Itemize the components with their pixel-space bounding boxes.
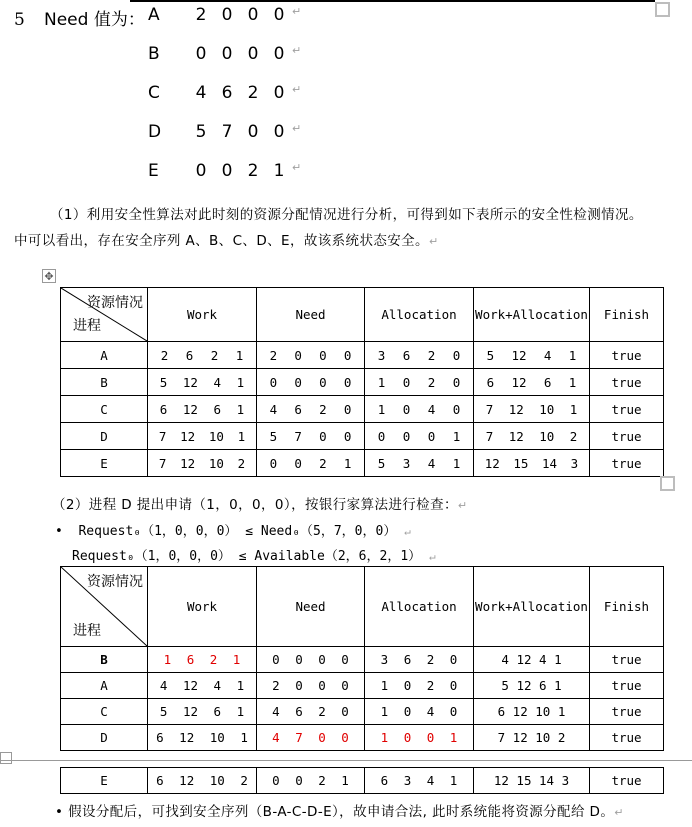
- work-cell: [148, 342, 257, 369]
- cell-value: 7: [485, 428, 494, 444]
- header-need: Need: [257, 567, 365, 647]
- cell-value: 6: [402, 347, 411, 363]
- need-row-a: [148, 5, 301, 25]
- header-allocation: Allocation: [365, 288, 474, 342]
- need-value: 2: [195, 5, 207, 25]
- finish-cell: true: [590, 699, 664, 725]
- need-cell: [257, 342, 365, 369]
- need-process-label: C: [148, 83, 160, 103]
- header-resource: 资源情况: [87, 295, 143, 311]
- work-cell: 6 12 10 1: [148, 725, 257, 751]
- cell-value: 2: [319, 401, 327, 417]
- request-table-continued: [60, 767, 664, 794]
- header-process: 进程: [73, 623, 101, 639]
- work-cell: [148, 423, 257, 450]
- work-allocation-cell: [474, 423, 590, 450]
- cell-value: 1: [568, 374, 577, 390]
- cell-value: 0: [402, 401, 411, 417]
- cell-value: 12: [182, 374, 198, 390]
- cell-value: 4: [543, 347, 552, 363]
- need-value: 0: [273, 44, 285, 64]
- safety-table: [60, 287, 664, 477]
- check2-text: Request₀（1，0，0，0） ≤ Available（2，6，2，1）: [72, 549, 422, 564]
- table-row: [61, 450, 664, 477]
- finish-cell: true: [590, 342, 664, 369]
- cell-value: 6: [486, 374, 495, 390]
- part2-intro: [52, 493, 468, 513]
- process-cell: A: [61, 673, 148, 699]
- work-allocation-cell: 7 12 10 2: [474, 725, 590, 751]
- need-value: 1: [273, 161, 285, 181]
- need-value: 0: [273, 122, 285, 142]
- conclusion: [55, 800, 624, 820]
- paragraph-mark-icon: ↵: [404, 525, 411, 538]
- need-label: Need 值为：: [44, 10, 145, 30]
- need-cell: [257, 450, 365, 477]
- cell-value: 1: [569, 401, 578, 417]
- need-value: 4: [195, 83, 207, 103]
- need-value: 2: [247, 161, 259, 181]
- need-row-b: [148, 44, 301, 64]
- need-value: 0: [247, 5, 259, 25]
- cell-value: 2: [160, 347, 169, 363]
- need-value: 0: [195, 44, 207, 64]
- cell-value: 12: [484, 455, 500, 471]
- header-need: Need: [257, 288, 365, 342]
- process-cell: B: [61, 369, 148, 396]
- cell-value: 12: [182, 401, 198, 417]
- cell-value: 1: [452, 455, 461, 471]
- cell-value: 1: [377, 401, 386, 417]
- allocation-cell: [365, 369, 474, 396]
- header-work-alloc: Work+Allocation: [474, 567, 590, 647]
- need-value: 0: [221, 44, 233, 64]
- header-allocation: Allocation: [365, 567, 474, 647]
- work-allocation-cell: 6 12 10 1: [474, 699, 590, 725]
- cell-value: 2: [319, 455, 327, 471]
- need-cell: [257, 396, 365, 423]
- cell-value: 2: [427, 374, 436, 390]
- cell-value: 7: [294, 428, 302, 444]
- work-allocation-cell: [474, 342, 590, 369]
- cell-value: 10: [539, 401, 555, 417]
- cell-value: 0: [452, 374, 461, 390]
- need-row-e: [148, 161, 301, 181]
- cell-value: 1: [237, 428, 246, 444]
- need-value: 0: [247, 122, 259, 142]
- work-cell: 4 12 4 1: [148, 673, 257, 699]
- need-process-label: B: [148, 44, 160, 64]
- cell-value: 0: [452, 401, 461, 417]
- cell-value: 6: [543, 374, 552, 390]
- work-cell: 1 6 2 1: [148, 647, 257, 673]
- paragraph-mark-icon: ↵: [428, 235, 439, 248]
- paragraph-mark-icon: ↵: [292, 161, 302, 174]
- process-cell: C: [61, 396, 148, 423]
- cell-value: 0: [402, 374, 411, 390]
- work-allocation-cell: 12 15 14 3: [474, 768, 590, 794]
- work-cell: 5 12 6 1: [148, 699, 257, 725]
- part1-line1: （1）利用安全性算法对此时刻的资源分配情况进行分析，可得到如下表所示的安全性检测情况。: [50, 207, 643, 223]
- need-value: 0: [221, 161, 233, 181]
- cell-value: 5: [377, 455, 386, 471]
- allocation-cell: 1 0 0 1: [365, 725, 474, 751]
- need-value: 0: [273, 5, 285, 25]
- page-break-rule: [0, 760, 692, 761]
- process-cell: E: [61, 768, 148, 794]
- cell-value: 4: [213, 374, 222, 390]
- cell-value: 0: [269, 455, 278, 471]
- cell-value: 6: [294, 401, 302, 417]
- work-allocation-cell: [474, 369, 590, 396]
- process-cell: A: [61, 342, 148, 369]
- cell-value: 15: [513, 455, 529, 471]
- process-cell: D: [61, 423, 148, 450]
- cell-value: 10: [208, 428, 224, 444]
- cell-value: 2: [269, 347, 278, 363]
- part2-intro-text: （2）进程 D 提出申请（1，0，0，0），按银行家算法进行检查：: [52, 497, 458, 513]
- conclusion-text: 假设分配后，可找到安全序列（B-A-C-D-E），故申请合法, 此时系统能将资源分配给 D。: [68, 804, 615, 820]
- diagonal-header-cell: [61, 567, 148, 647]
- header-finish: Finish: [590, 288, 664, 342]
- cell-value: 2: [210, 347, 219, 363]
- cell-value: 1: [236, 401, 245, 417]
- cell-value: 6: [213, 401, 222, 417]
- need-process-label: D: [148, 122, 162, 142]
- work-allocation-cell: 4 12 4 1: [474, 647, 590, 673]
- cell-value: 0: [294, 347, 302, 363]
- need-value: 6: [221, 83, 233, 103]
- paragraph-mark-icon: ↵: [292, 122, 302, 135]
- need-heading: [14, 5, 145, 30]
- cell-value: 1: [235, 347, 244, 363]
- cell-value: 0: [343, 374, 352, 390]
- check1: [55, 520, 411, 539]
- process-cell: C: [61, 699, 148, 725]
- table-row: [61, 423, 664, 450]
- need-cell: 4 7 0 0: [257, 725, 365, 751]
- page-corner-marker: [655, 2, 670, 17]
- need-value: 7: [221, 122, 233, 142]
- finish-cell: true: [590, 673, 664, 699]
- cell-value: 1: [377, 374, 386, 390]
- cell-value: 0: [427, 428, 436, 444]
- need-value: 0: [195, 161, 207, 181]
- cell-value: 2: [569, 428, 578, 444]
- paragraph-mark-icon: ↵: [457, 499, 468, 512]
- process-cell: E: [61, 450, 148, 477]
- table-end-marker: [660, 476, 675, 491]
- part1-line2-text: 中可以看出，存在安全序列 A、B、C、D、E，故该系统状态安全。: [14, 233, 429, 249]
- paragraph-mark-icon: ↵: [292, 5, 302, 18]
- finish-cell: true: [590, 396, 664, 423]
- cell-value: 5: [486, 347, 495, 363]
- work-allocation-cell: [474, 450, 590, 477]
- cell-value: 5: [269, 428, 278, 444]
- cell-value: 6: [159, 401, 168, 417]
- paragraph-mark-icon: ↵: [292, 44, 302, 57]
- header-resource: 资源情况: [87, 574, 143, 590]
- need-value: 2: [247, 83, 259, 103]
- allocation-cell: 1 0 2 0: [365, 673, 474, 699]
- cell-value: 0: [319, 428, 327, 444]
- header-process: 进程: [73, 318, 101, 334]
- work-cell: 6 12 10 2: [148, 768, 257, 794]
- need-process-label: A: [148, 5, 160, 25]
- check2: [72, 545, 436, 564]
- cell-value: 1: [568, 347, 577, 363]
- process-cell: B: [61, 647, 148, 673]
- allocation-cell: [365, 450, 474, 477]
- allocation-cell: 3 6 2 0: [365, 647, 474, 673]
- cell-value: 10: [208, 455, 224, 471]
- header-work: Work: [148, 288, 257, 342]
- need-value: 0: [247, 44, 259, 64]
- cell-value: 0: [319, 374, 327, 390]
- need-cell: 4 6 2 0: [257, 699, 365, 725]
- cell-value: 12: [180, 455, 196, 471]
- cell-value: 12: [511, 374, 527, 390]
- table-header-row: [61, 288, 664, 342]
- cell-value: 0: [452, 347, 461, 363]
- need-cell: [257, 369, 365, 396]
- cell-value: 4: [427, 455, 436, 471]
- table-row: [61, 768, 664, 794]
- allocation-cell: 6 3 4 1: [365, 768, 474, 794]
- cell-value: 0: [269, 374, 278, 390]
- cell-value: 4: [427, 401, 436, 417]
- cell-value: 12: [180, 428, 196, 444]
- allocation-cell: [365, 423, 474, 450]
- work-cell: [148, 450, 257, 477]
- paragraph-mark-icon: ↵: [614, 806, 624, 819]
- cell-value: 0: [402, 428, 411, 444]
- page-top-rule: [130, 0, 655, 2]
- work-allocation-cell: 5 12 6 1: [474, 673, 590, 699]
- request-table: [60, 566, 664, 751]
- cell-value: 0: [294, 374, 302, 390]
- cell-value: 12: [508, 401, 524, 417]
- check1-text: Request₀（1，0，0，0） ≤ Need₀（5，7，0，0）: [78, 524, 397, 539]
- page-break-marker-icon: [0, 752, 12, 764]
- finish-cell: true: [590, 450, 664, 477]
- cell-value: 3: [377, 347, 386, 363]
- cell-value: 0: [343, 401, 352, 417]
- header-work-alloc: Work+Allocation: [474, 288, 590, 342]
- need-value: 5: [195, 122, 207, 142]
- header-work: Work: [148, 567, 257, 647]
- cell-value: 10: [539, 428, 555, 444]
- cell-value: 14: [542, 455, 558, 471]
- cell-value: 3: [402, 455, 411, 471]
- table-row: [61, 396, 664, 423]
- table-row: [61, 673, 664, 699]
- table-row: [61, 342, 664, 369]
- cell-value: 7: [485, 401, 494, 417]
- cell-value: 6: [185, 347, 194, 363]
- cell-value: 1: [236, 374, 245, 390]
- paragraph-mark-icon: ↵: [428, 550, 436, 563]
- cell-value: 12: [508, 428, 524, 444]
- table-row: [61, 647, 664, 673]
- section-number: 5: [14, 10, 25, 30]
- need-value: 0: [221, 5, 233, 25]
- table-move-handle-icon[interactable]: ✥: [42, 269, 56, 283]
- part1-line2: [14, 229, 439, 249]
- cell-value: 7: [158, 455, 167, 471]
- table-row: [61, 699, 664, 725]
- finish-cell: true: [590, 725, 664, 751]
- bullet-icon: •: [55, 524, 63, 539]
- cell-value: 3: [570, 455, 579, 471]
- need-cell: [257, 423, 365, 450]
- cell-value: 5: [159, 374, 168, 390]
- need-cell: 0 0 0 0: [257, 647, 365, 673]
- cell-value: 0: [343, 347, 352, 363]
- need-cell: 2 0 0 0: [257, 673, 365, 699]
- work-allocation-cell: [474, 396, 590, 423]
- finish-cell: true: [590, 647, 664, 673]
- need-cell: 0 0 2 1: [257, 768, 365, 794]
- cell-value: 0: [377, 428, 386, 444]
- process-cell: D: [61, 725, 148, 751]
- cell-value: 12: [511, 347, 527, 363]
- finish-cell: true: [590, 768, 664, 794]
- allocation-cell: 1 0 4 0: [365, 699, 474, 725]
- cell-value: 2: [237, 455, 246, 471]
- cell-value: 0: [343, 428, 352, 444]
- cell-value: 2: [427, 347, 436, 363]
- need-process-label: E: [148, 161, 159, 181]
- header-finish: Finish: [590, 567, 664, 647]
- table-row: [61, 725, 664, 751]
- table-row: [61, 369, 664, 396]
- need-value: 0: [273, 83, 285, 103]
- work-cell: [148, 369, 257, 396]
- work-cell: [148, 396, 257, 423]
- table-header-row: [61, 567, 664, 647]
- diagonal-header-cell: [61, 288, 148, 342]
- cell-value: 1: [343, 455, 352, 471]
- cell-value: 1: [452, 428, 461, 444]
- need-row-c: [148, 83, 301, 103]
- cell-value: 0: [294, 455, 302, 471]
- cell-value: 7: [158, 428, 167, 444]
- finish-cell: true: [590, 369, 664, 396]
- bullet-icon: •: [55, 804, 64, 820]
- paragraph-mark-icon: ↵: [292, 83, 302, 96]
- cell-value: 0: [319, 347, 327, 363]
- need-row-d: [148, 122, 301, 142]
- finish-cell: true: [590, 423, 664, 450]
- cell-value: 4: [269, 401, 278, 417]
- allocation-cell: [365, 396, 474, 423]
- allocation-cell: [365, 342, 474, 369]
